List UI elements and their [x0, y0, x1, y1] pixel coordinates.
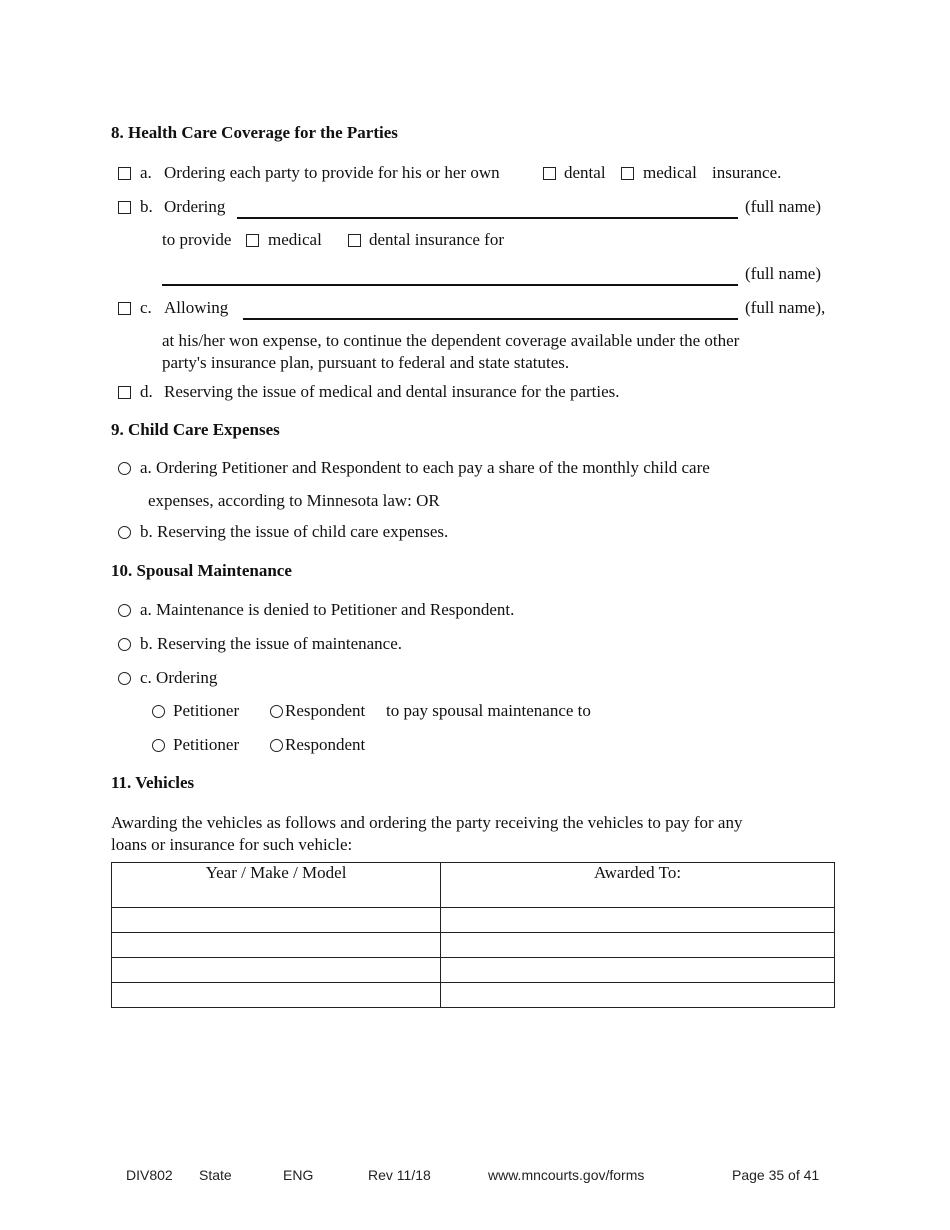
item-8c-line1: at his/her won expense, to continue the dependent coverage available under the other — [162, 331, 740, 350]
section-8-heading: 8. Health Care Coverage for the Parties — [111, 123, 398, 142]
vehicles-header-model: Year / Make / Model — [112, 863, 441, 908]
item-8c-allowing: Allowing — [164, 298, 229, 317]
section-9-heading: 9. Child Care Expenses — [111, 420, 280, 439]
vehicle-model-cell[interactable] — [112, 958, 441, 983]
footer-form-id: DIV802 — [126, 1167, 173, 1183]
item-10c-text: c. Ordering — [140, 668, 218, 687]
checkbox-8a[interactable] — [118, 167, 131, 180]
item-10a-text: a. Maintenance is denied to Petitioner and Respondent. — [140, 600, 515, 619]
section-10-heading: 10. Spousal Maintenance — [111, 561, 292, 580]
section-11-intro-line2: loans or insurance for such vehicle: — [111, 835, 353, 854]
item-8a-medical-label: medical — [643, 163, 697, 182]
checkbox-8d[interactable] — [118, 386, 131, 399]
footer-lang: ENG — [283, 1167, 314, 1183]
item-9a-line1: a. Ordering Petitioner and Respondent to each pay a share of the monthly child care — [140, 458, 710, 477]
checkbox-8b-medical[interactable] — [246, 234, 259, 247]
table-row — [112, 908, 835, 933]
vehicle-awarded-cell[interactable] — [441, 958, 835, 983]
item-8a-dental-label: dental — [564, 163, 606, 182]
radio-10c-payee-petitioner[interactable] — [152, 739, 165, 752]
footer-rev: Rev 11/18 — [368, 1167, 431, 1183]
item-8a-letter: a. — [140, 163, 152, 182]
table-row — [112, 933, 835, 958]
vehicle-awarded-cell[interactable] — [441, 908, 835, 933]
full-name-field-8b-1[interactable] — [237, 217, 738, 219]
radio-10c-payer-respondent[interactable] — [270, 705, 283, 718]
item-8b-dental-label: dental insurance for — [369, 230, 504, 249]
item-8d-letter: d. — [140, 382, 153, 401]
full-name-field-8c[interactable] — [243, 318, 738, 320]
item-8a-text: Ordering each party to provide for his or her own — [164, 163, 500, 182]
to-pay-text: to pay spousal maintenance to — [386, 701, 591, 720]
full-name-label-8c: (full name), — [745, 298, 826, 317]
item-8b-to-provide: to provide — [162, 230, 232, 249]
section-11-heading: 11. Vehicles — [111, 773, 195, 792]
item-8b-ordering: Ordering — [164, 197, 226, 216]
section-11-intro-line1: Awarding the vehicles as follows and ordering the party receiving the vehicles to pay for any — [111, 813, 743, 832]
full-name-field-8b-2[interactable] — [162, 284, 738, 286]
checkbox-8b-dental[interactable] — [348, 234, 361, 247]
vehicle-model-cell[interactable] — [112, 983, 441, 1008]
item-9a-line2: expenses, according to Minnesota law: OR — [148, 491, 440, 510]
checkbox-8a-medical[interactable] — [621, 167, 634, 180]
checkbox-8c[interactable] — [118, 302, 131, 315]
table-row — [112, 983, 835, 1008]
radio-10c[interactable] — [118, 672, 131, 685]
footer-url[interactable]: www.mncourts.gov/forms — [488, 1167, 645, 1183]
vehicles-header-awarded: Awarded To: — [441, 863, 835, 908]
item-8b-letter: b. — [140, 197, 153, 216]
full-name-label-8b-1: (full name) — [745, 197, 821, 216]
item-10b-text: b. Reserving the issue of maintenance. — [140, 634, 403, 653]
item-9b-text: b. Reserving the issue of child care expenses. — [140, 522, 449, 541]
payer-respondent-label: Respondent — [285, 701, 366, 720]
radio-10c-payee-respondent[interactable] — [270, 739, 283, 752]
item-8c-letter: c. — [140, 298, 152, 317]
item-8a-tail: insurance. — [712, 163, 782, 182]
radio-10b[interactable] — [118, 638, 131, 651]
checkbox-8b[interactable] — [118, 201, 131, 214]
vehicle-model-cell[interactable] — [112, 933, 441, 958]
radio-10a[interactable] — [118, 604, 131, 617]
table-row — [112, 958, 835, 983]
vehicles-table — [111, 862, 835, 1008]
item-8c-line2: party's insurance plan, pursuant to federal and state statutes. — [162, 353, 570, 372]
vehicle-awarded-cell[interactable] — [441, 983, 835, 1008]
vehicle-awarded-cell[interactable] — [441, 933, 835, 958]
radio-10c-payer-petitioner[interactable] — [152, 705, 165, 718]
payee-respondent-label: Respondent — [285, 735, 366, 754]
item-8b-medical-label: medical — [268, 230, 322, 249]
footer-page-number: Page 35 of 41 — [732, 1167, 820, 1183]
item-8d-text: Reserving the issue of medical and dental insurance for the parties. — [164, 382, 620, 401]
full-name-label-8b-2: (full name) — [745, 264, 821, 283]
payee-petitioner-label: Petitioner — [173, 735, 240, 754]
vehicle-model-cell[interactable] — [112, 908, 441, 933]
radio-9a[interactable] — [118, 462, 131, 475]
payer-petitioner-label: Petitioner — [173, 701, 240, 720]
footer-state: State — [199, 1167, 232, 1183]
radio-9b[interactable] — [118, 526, 131, 539]
checkbox-8a-dental[interactable] — [543, 167, 556, 180]
